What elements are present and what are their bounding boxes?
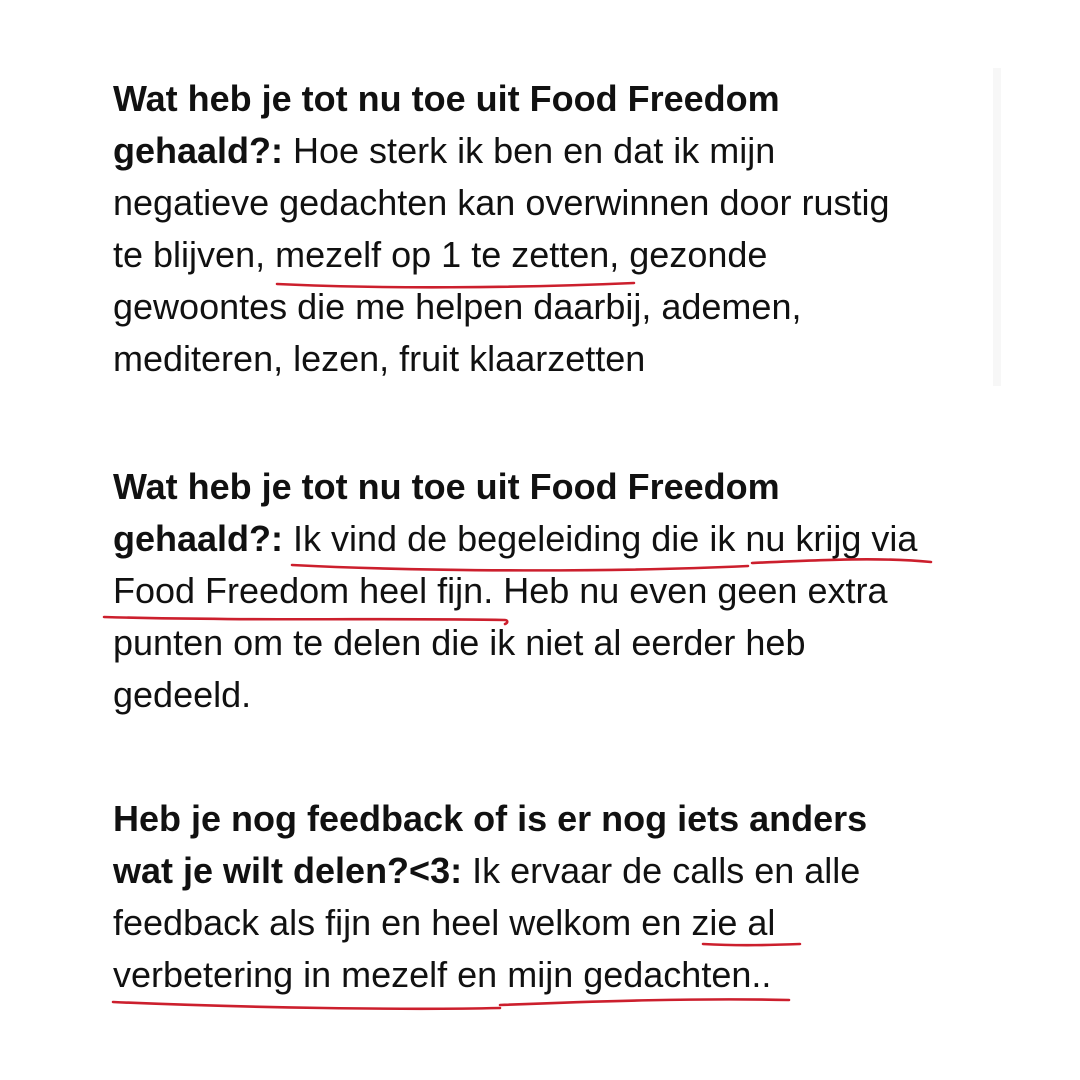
text-line bbox=[113, 281, 953, 333]
answer-text: te blijven, mezelf op 1 te zetten, gezonde bbox=[113, 234, 768, 275]
answer-text: gewoontes die me helpen daarbij, ademen, bbox=[113, 286, 802, 327]
answer-text: Hoe sterk ik ben en dat ik mijn bbox=[283, 130, 776, 171]
entry-block-3 bbox=[113, 793, 953, 1001]
text-line bbox=[113, 793, 953, 845]
question-text: gehaald?: bbox=[113, 518, 284, 559]
text-line bbox=[113, 669, 953, 721]
text-line bbox=[113, 897, 953, 949]
question-text: Heb je nog feedback of is er nog iets anders bbox=[113, 798, 868, 839]
question-text: wat je wilt delen?<3: bbox=[113, 850, 463, 891]
entry-block-1 bbox=[113, 73, 953, 385]
side-scroll-strip bbox=[993, 68, 1001, 386]
question-text: Wat heb je tot nu toe uit Food Freedom bbox=[113, 466, 780, 507]
text-line bbox=[113, 513, 953, 565]
entry-block-2 bbox=[113, 461, 953, 721]
text-line bbox=[113, 229, 953, 281]
question-text: Wat heb je tot nu toe uit Food Freedom bbox=[113, 78, 780, 119]
answer-text: mediteren, lezen, fruit klaarzetten bbox=[113, 338, 646, 379]
text-line bbox=[113, 845, 953, 897]
answer-text: negatieve gedachten kan overwinnen door rustig bbox=[113, 182, 890, 223]
text-line bbox=[113, 617, 953, 669]
answer-text: verbetering in mezelf en mijn gedachten.. bbox=[113, 954, 772, 995]
answer-text: gedeeld. bbox=[113, 674, 252, 715]
underline-verbetering-in-mezelf bbox=[113, 1002, 500, 1009]
text-line bbox=[113, 125, 953, 177]
text-line bbox=[113, 949, 953, 1001]
text-line bbox=[113, 73, 953, 125]
answer-text: Ik ervaar de calls en alle bbox=[462, 850, 861, 891]
text-line bbox=[113, 333, 953, 385]
answer-text: punten om te delen die ik niet al eerder heb bbox=[113, 622, 806, 663]
question-text: gehaald?: bbox=[113, 130, 284, 171]
text-line bbox=[113, 565, 953, 617]
text-line bbox=[113, 177, 953, 229]
text-line bbox=[113, 461, 953, 513]
answer-text: Ik vind de begeleiding die ik nu krijg via bbox=[283, 518, 918, 559]
answer-text: Food Freedom heel fijn. Heb nu even geen extra bbox=[113, 570, 888, 611]
answer-text: feedback als fijn en heel welkom en zie al bbox=[113, 902, 776, 943]
